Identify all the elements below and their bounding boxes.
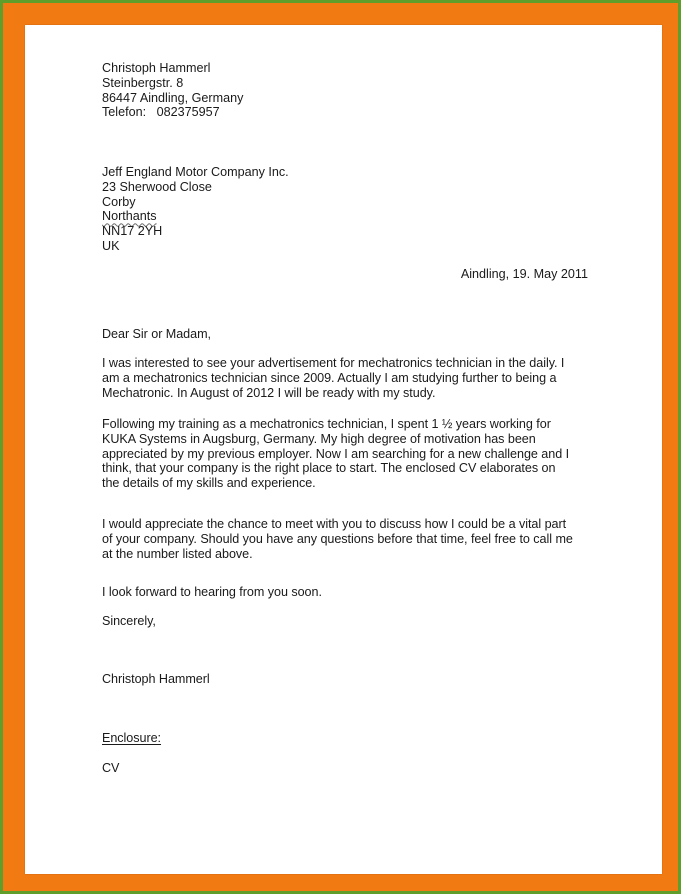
sender-street: Steinbergstr. 8	[102, 75, 184, 90]
salutation-block	[102, 327, 592, 342]
sender-city: 86447 Aindling, Germany	[102, 90, 244, 105]
recipient-country: UK	[102, 238, 120, 253]
paragraph-2	[102, 417, 592, 491]
paragraph-line: think, that your company is the right place to start. The enclosed CV elaborates on	[102, 461, 556, 476]
sender-address	[102, 61, 592, 120]
paragraph-line: Following my training as a mechatronics technician, I spent 1 ½ years working for	[102, 417, 551, 431]
paragraph-line: the details of my skills and experience.	[102, 476, 316, 491]
paragraph-line: I look forward to hearing from you soon.	[102, 585, 322, 599]
sender-phone: 082375957	[156, 105, 220, 120]
paragraph-line: of your company. Should you have any questions before that time, feel free to call me	[102, 531, 573, 546]
paragraph-1	[102, 356, 592, 400]
signature-block	[102, 672, 592, 687]
paragraph-line: Mechatronic. In August of 2012 I will be ready with my study.	[102, 385, 436, 400]
paragraph-line: am a mechatronics technician since 2009. Actually I am studying further to being a	[102, 370, 557, 385]
sender-name: Christoph Hammerl	[102, 61, 211, 75]
enclosure-label: Enclosure:	[102, 731, 162, 745]
paragraph-line: I would appreciate the chance to meet with you to discuss how I could be a vital part	[102, 517, 567, 531]
recipient-postcode: NN17 2YH	[102, 224, 163, 239]
paragraph-line: at the number listed above.	[102, 546, 253, 561]
paragraph-line: KUKA Systems in Augsburg, Germany. My high degree of motivation has been	[102, 431, 536, 446]
sender-phone-label: Telefon:	[102, 105, 147, 120]
paragraph-4	[102, 585, 592, 600]
paragraph-line: appreciated by my previous employer. Now I am searching for a new challenge and I	[102, 446, 570, 461]
paragraph-3	[102, 517, 592, 561]
salutation: Dear Sir or Madam,	[102, 327, 211, 341]
recipient-county: Northants	[102, 209, 157, 224]
recipient-company: Jeff England Motor Company Inc.	[102, 165, 289, 179]
sender-phone-line	[102, 105, 592, 120]
date-line: Aindling, 19. May 2011	[460, 267, 588, 281]
signature-name: Christoph Hammerl	[102, 672, 210, 686]
recipient-town: Corby	[102, 194, 136, 209]
recipient-street: 23 Sherwood Close	[102, 179, 212, 194]
closing: Sincerely,	[102, 614, 156, 628]
enclosure-item-block	[102, 761, 592, 776]
closing-block	[102, 614, 592, 629]
letter-page	[25, 25, 662, 874]
enclosure-item: CV	[102, 761, 120, 775]
paragraph-line: I was interested to see your advertisement for mechatronics technician in the daily. I	[102, 356, 565, 370]
recipient-address	[102, 165, 592, 254]
enclosure-block	[102, 731, 592, 746]
